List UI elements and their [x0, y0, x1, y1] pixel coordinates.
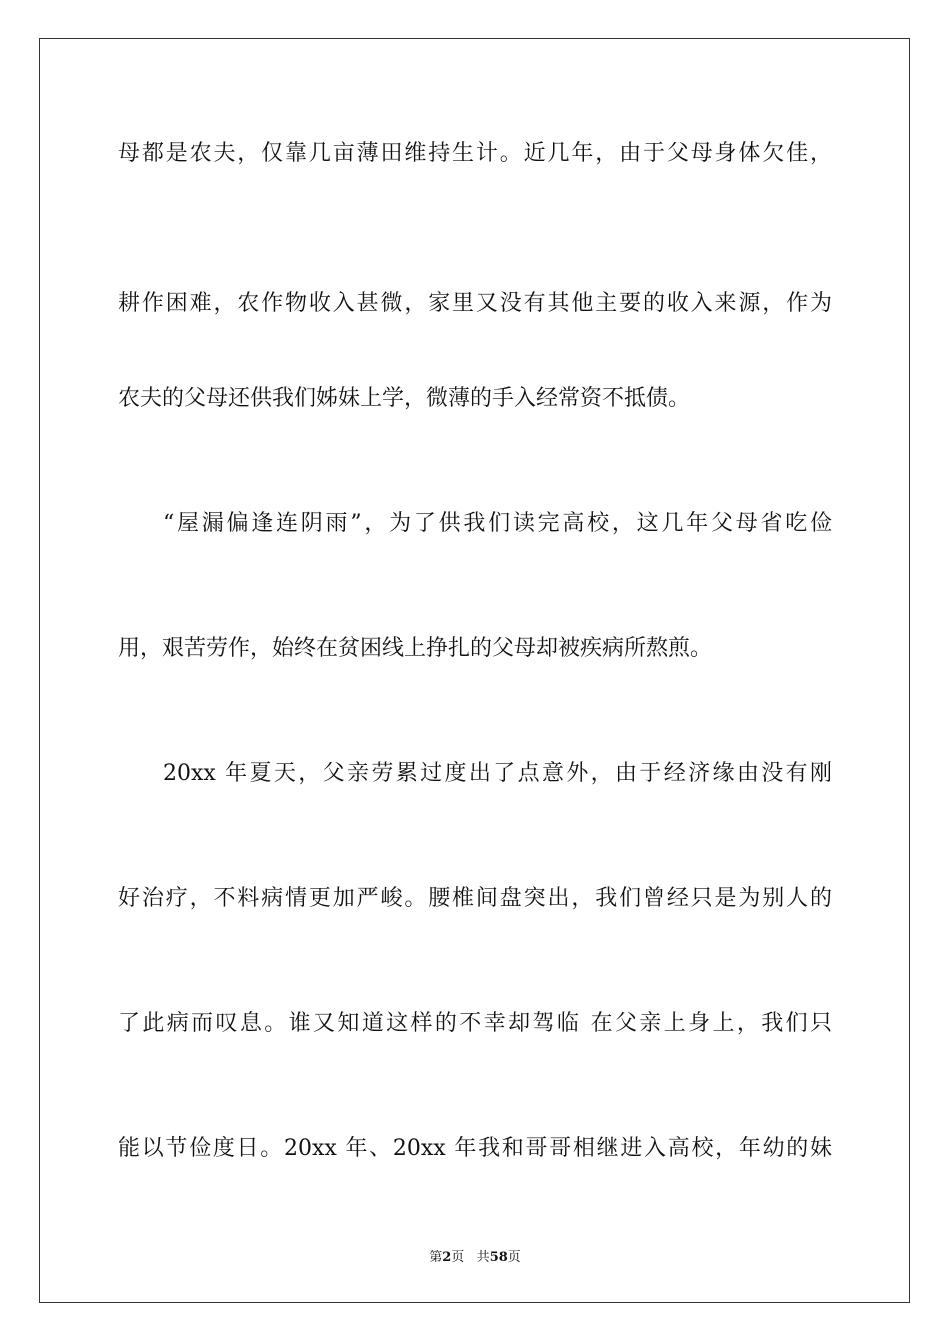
page-number: 2: [442, 1250, 452, 1265]
paragraph-first-line: “屋漏偏逢连阴雨”，为了供我们读完高校，这几年父母省吃俭: [163, 511, 832, 536]
text-line: 母都是农夫，仅靠几亩薄田维持生计。近几年，由于父母身体欠佳，: [118, 141, 832, 166]
text-line: 好治疗，不料病情更加严峻。腰椎间盘突出，我们曾经只是为别人的: [118, 886, 832, 911]
page-footer: [0, 1246, 950, 1265]
total-suffix: 页: [507, 1250, 521, 1265]
text-line: 农夫的父母还供我们姊妹上学，微薄的手入经常资不抵债。: [118, 386, 691, 411]
text-line: 耕作困难，农作物收入甚微，家里又没有其他主要的收入来源，作为: [118, 291, 832, 316]
page-suffix: 页: [451, 1250, 465, 1265]
total-pages: 58: [489, 1250, 508, 1265]
total-prefix: 共: [476, 1250, 490, 1265]
page-border: [39, 38, 910, 1303]
text-line: 能以节俭度日。20xx 年、20xx 年我和哥哥相继进入高校，年幼的妹: [118, 1136, 832, 1161]
paragraph-first-line: 20xx 年夏天，父亲劳累过度出了点意外，由于经济缘由没有刚: [163, 761, 832, 786]
page-prefix: 第: [429, 1250, 443, 1265]
text-line: 用，艰苦劳作，始终在贫困线上挣扎的父母却被疾病所熬煎。: [118, 636, 713, 661]
text-line: 了此病而叹息。谁又知道这样的不幸却驾临 在父亲上身上，我们只: [118, 1011, 832, 1036]
